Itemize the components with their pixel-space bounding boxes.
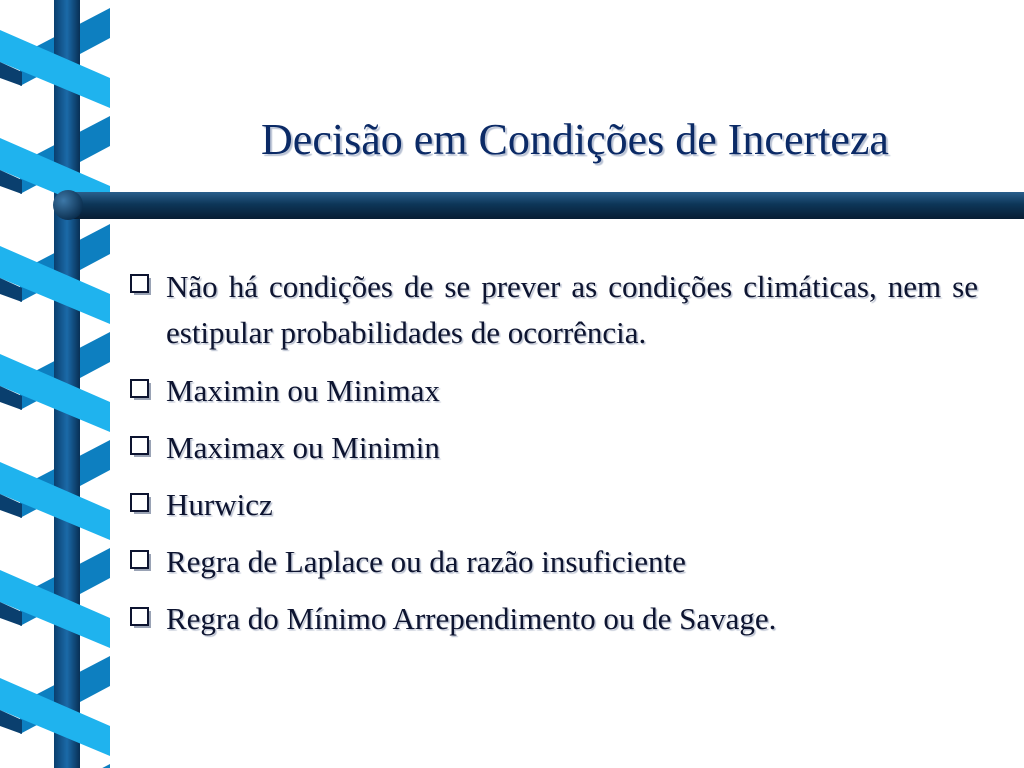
bullet-text: Regra de Laplace ou da razão insuficiente	[166, 544, 686, 579]
list-item	[130, 597, 978, 641]
checkbox-square-icon	[130, 436, 152, 458]
bullet-list	[130, 264, 978, 654]
bullet-text: Maximax ou Minimin	[166, 430, 440, 465]
checkbox-square-icon	[130, 274, 152, 296]
bullet-text: Regra do Mínimo Arrependimento ou de Savage.	[166, 601, 777, 636]
bullet-text: Não há condições de se prever as condições climáticas, nem se estipular probabilidades de ocorrência.	[166, 269, 978, 350]
bullet-text: Maximin ou Minimax	[166, 373, 440, 408]
list-item	[130, 540, 978, 584]
checkbox-square-icon	[130, 607, 152, 629]
checkbox-square-icon	[130, 379, 152, 401]
bullet-text: Hurwicz	[166, 487, 273, 522]
checkbox-square-icon	[130, 493, 152, 515]
list-item	[130, 369, 978, 413]
list-item	[130, 264, 978, 356]
checkbox-square-icon	[130, 550, 152, 572]
list-item	[130, 426, 978, 470]
ribbon-decoration	[0, 0, 112, 768]
list-item	[130, 483, 978, 527]
slide-title: Decisão em Condições de Incerteza	[261, 115, 889, 164]
